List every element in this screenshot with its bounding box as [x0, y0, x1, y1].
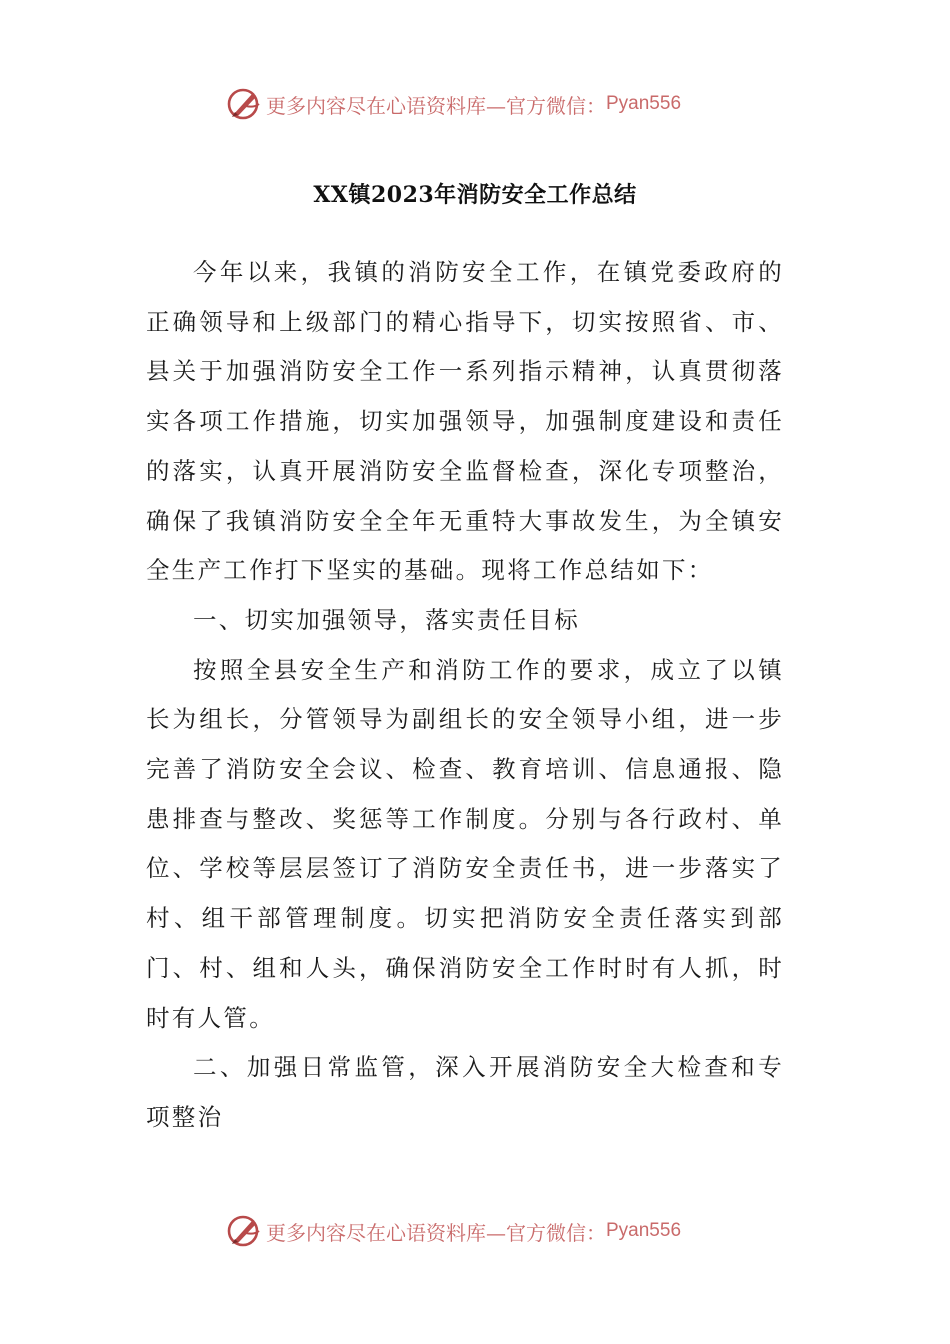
document-body	[146, 248, 784, 1143]
header-watermark	[226, 84, 681, 124]
section-heading-1: 一、切实加强领导，落实责任目标	[193, 605, 580, 634]
footer-watermark	[226, 1211, 681, 1251]
document-title: XX镇2023年消防安全工作总结	[313, 182, 637, 208]
pen-quill-logo-icon	[226, 86, 262, 122]
paragraph-section-1: 按照全县安全生产和消防工作的要求，成立了以镇长为组长，分管领导为副组长的安全领导小组，进一步完善了消防安全会议、检查、教育培训、信息通报、隐患排查与整改、奖惩等工作制度。分别与各行政村、单位、学校等层层签订了消防安全责任书，进一步落实了村、组干部管理制度。切实把消防安全责任落实到部门、村、组和人头，确保消防安全工作时时有人抓，时时有人管。	[146, 655, 784, 1032]
pen-quill-logo-icon	[226, 1213, 262, 1249]
section-heading-2: 二、加强日常监管，深入开展消防安全大检查和专项整治	[146, 1053, 784, 1131]
paragraph-intro: 今年以来，我镇的消防安全工作，在镇党委政府的正确领导和上级部门的精心指导下，切实按照省、市、县关于加强消防安全工作一系列指示精神，认真贯彻落实各项工作措施，切实加强领导，加强制度建设和责任的落实，认真开展消防安全监督检查，深化专项整治，确保了我镇消防安全全年无重特大事故发生，为全镇安全生产工作打下坚实的基础。现将工作总结如下：	[146, 258, 784, 585]
watermark-text: 更多内容尽在心语资料库—官方微信：	[266, 1220, 606, 1245]
watermark-wechat-id: Pyan556	[606, 1220, 682, 1241]
watermark-text: 更多内容尽在心语资料库—官方微信：	[266, 93, 606, 118]
watermark-wechat-id: Pyan556	[606, 93, 682, 114]
